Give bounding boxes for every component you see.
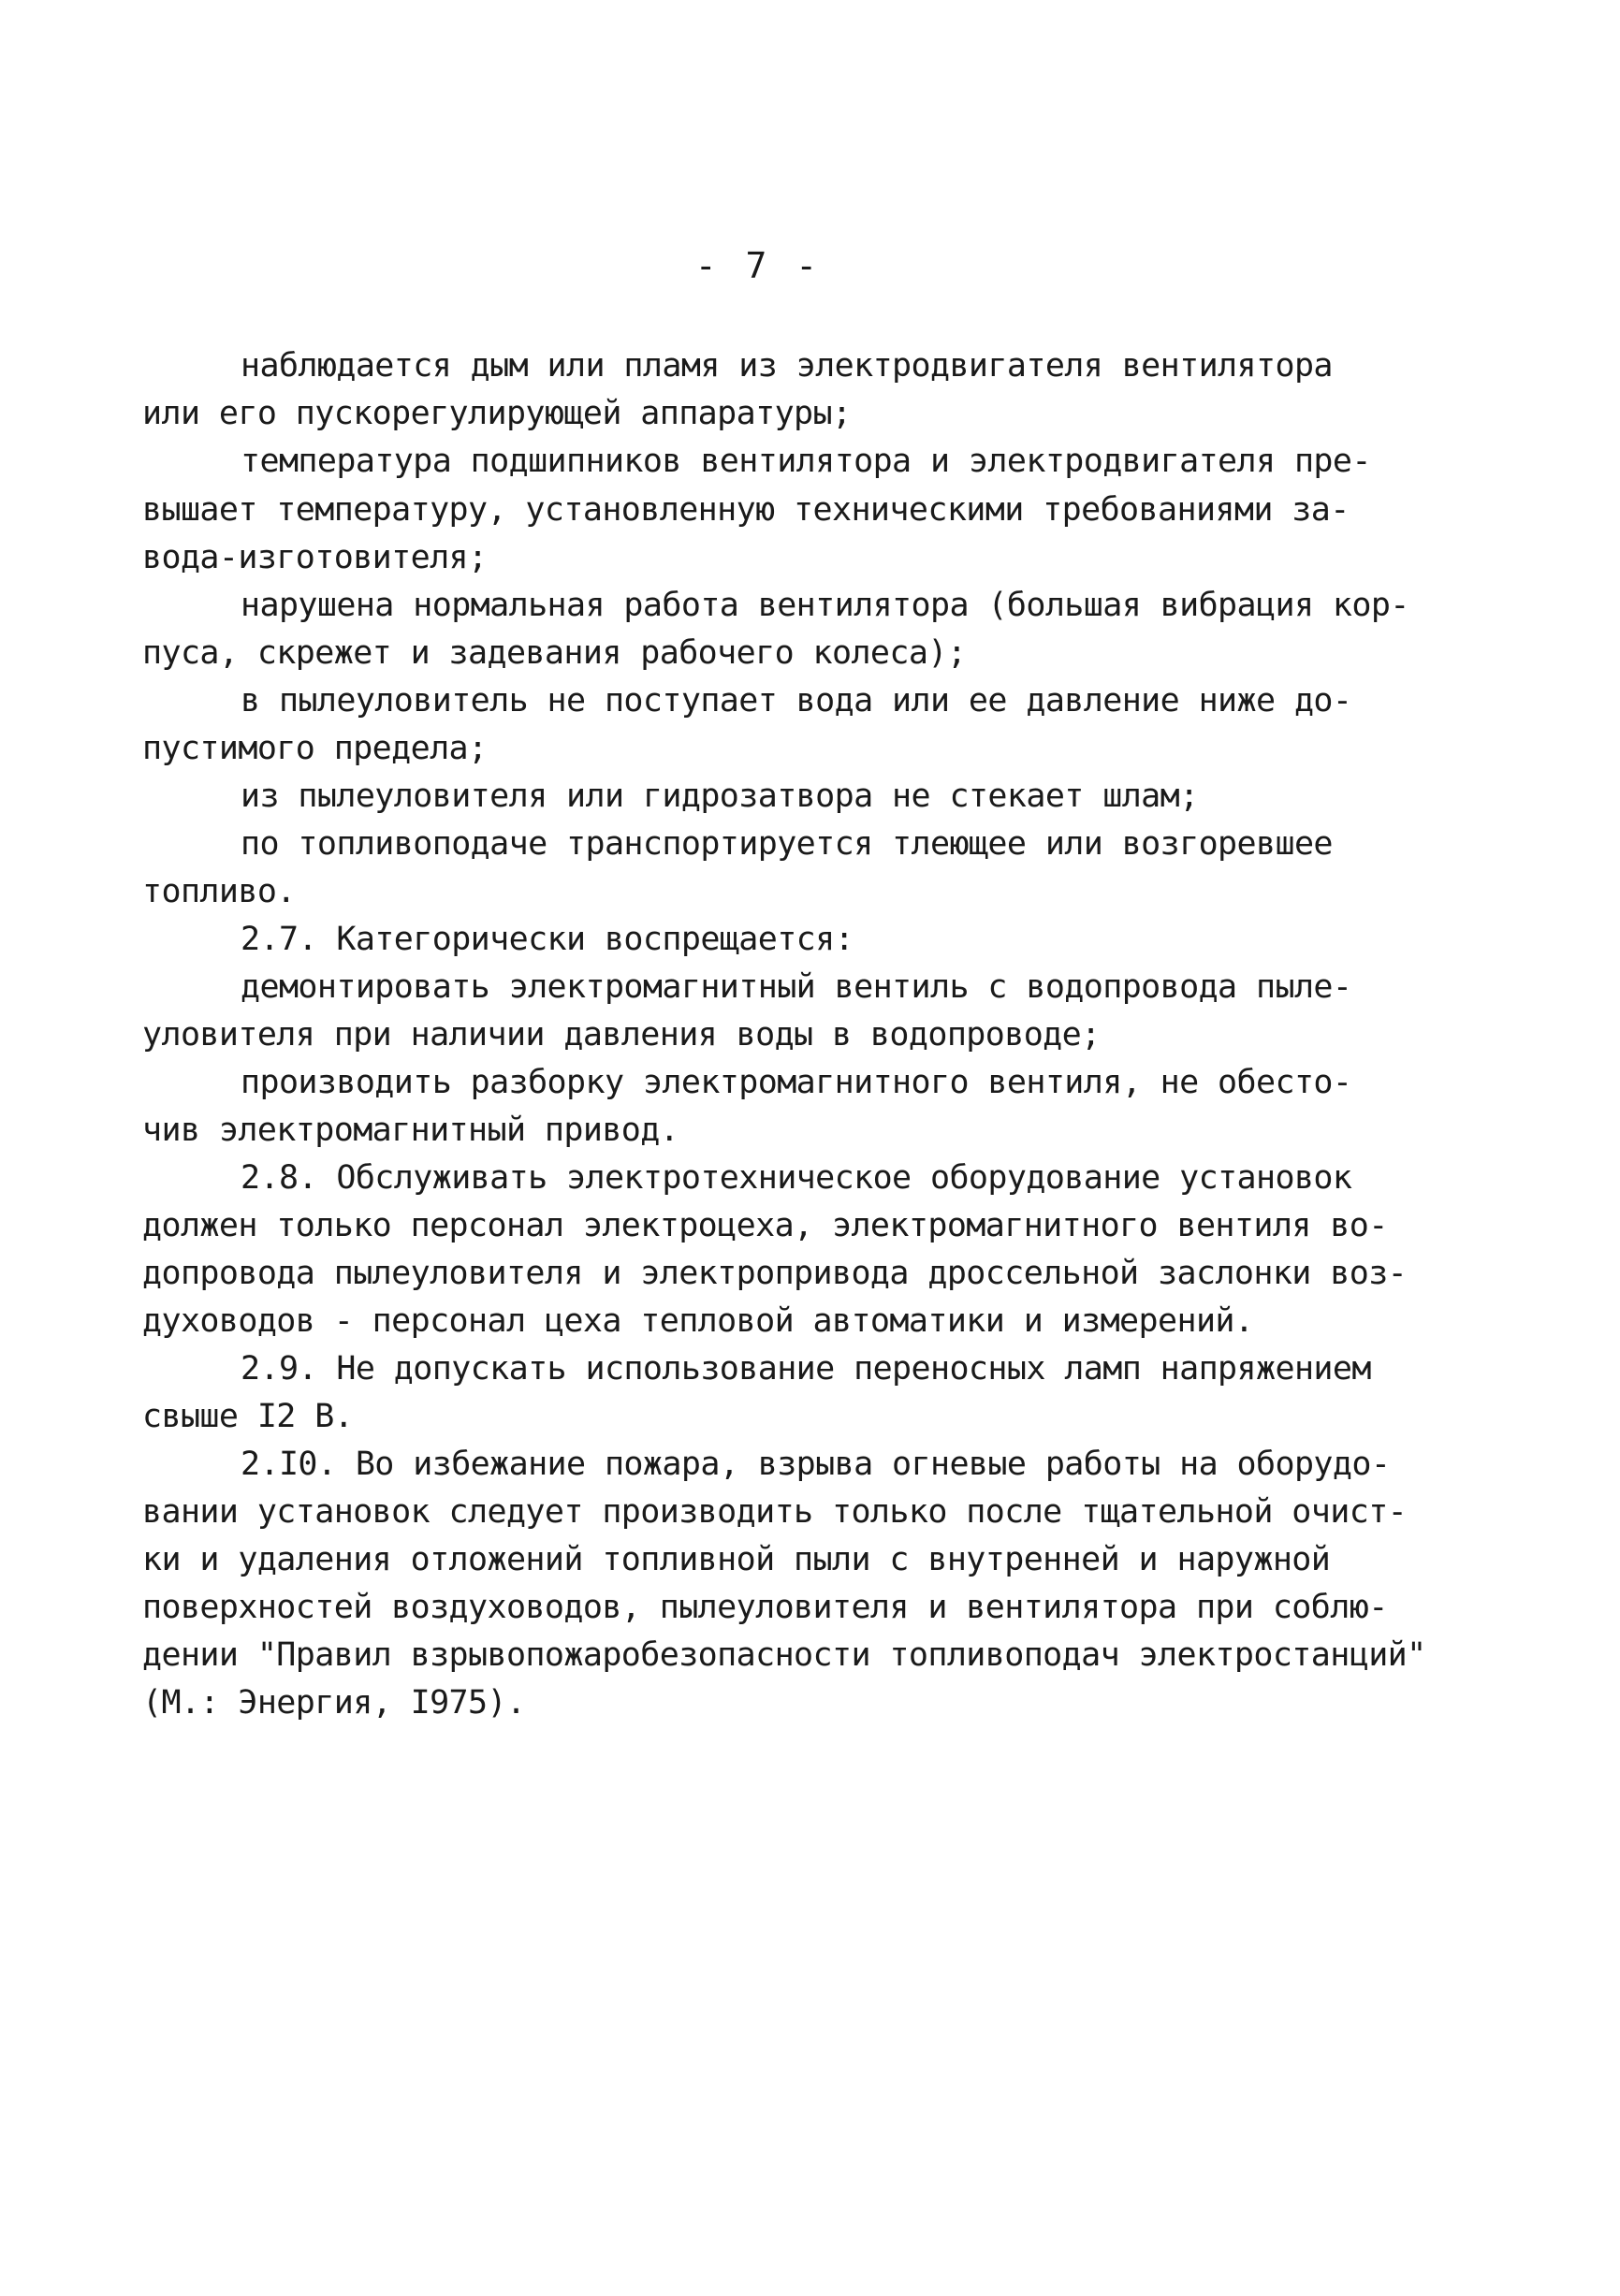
text-line: (М.: Энергия, I975). bbox=[142, 1684, 526, 1722]
text-line: дении "Правил взрывопожаробезопасности топливоподач электростанций" bbox=[142, 1636, 1426, 1674]
text-line: ки и удаления отложений топливной пыли с внутренней и наружной bbox=[142, 1541, 1331, 1578]
text-line: в пылеуловитель не поступает вода или ее давление ниже до- bbox=[241, 682, 1352, 719]
text-line: поверхностей воздуховодов, пылеуловителя и вентилятора при соблю- bbox=[142, 1589, 1388, 1626]
text-line: допровода пылеуловителя и электропривода дроссельной заслонки воз- bbox=[142, 1255, 1408, 1292]
text-line: свыше I2 В. bbox=[142, 1398, 354, 1435]
text-line: 2.I0. Во избежание пожара, взрыва огневые работы на оборудо- bbox=[241, 1446, 1391, 1483]
text-line: вышает температуру, установленную техническими требованиями за- bbox=[142, 491, 1350, 529]
text-line: температура подшипников вентилятора и электродвигателя пре- bbox=[241, 443, 1371, 480]
text-line: или его пускорегулирующей аппаратуры; bbox=[142, 395, 852, 432]
text-line: 2.9. Не допускать использование переносных ламп напряжением bbox=[241, 1350, 1371, 1388]
text-line: пустимого предела; bbox=[142, 730, 488, 767]
page-number: - 7 - bbox=[694, 245, 822, 286]
text-line: по топливоподаче транспортируется тлеющее или возгоревшее bbox=[241, 825, 1333, 863]
text-line: духоводов - персонал цеха тепловой автоматики и измерений. bbox=[142, 1302, 1254, 1340]
text-line: из пылеуловителя или гидрозатвора не стекает шлам; bbox=[241, 777, 1199, 815]
text-line: производить разборку электромагнитного вентиля, не обесто- bbox=[241, 1064, 1352, 1101]
text-line: нарушена нормальная работа вентилятора (большая вибрация кор- bbox=[241, 587, 1409, 624]
text-line: должен только персонал электроцеха, электромагнитного вентиля во- bbox=[142, 1207, 1388, 1244]
text-line: уловителя при наличии давления воды в водопроводе; bbox=[142, 1016, 1101, 1054]
text-line: пуса, скрежет и задевания рабочего колеса); bbox=[142, 634, 967, 672]
text-line: топливо. bbox=[142, 873, 296, 910]
text-line: вании установок следует производить только после тщательной очист- bbox=[142, 1493, 1408, 1531]
text-line: 2.8. Обслуживать электротехническое оборудование установок bbox=[241, 1159, 1352, 1197]
text-line: демонтировать электромагнитный вентиль с водопровода пыле- bbox=[241, 968, 1352, 1006]
text-line: 2.7. Категорически воспрещается: bbox=[241, 921, 854, 958]
text-line: вода-изготовителя; bbox=[142, 539, 488, 576]
text-line: чив электромагнитный привод. bbox=[142, 1112, 679, 1149]
text-line: наблюдается дым или пламя из электродвигателя вентилятора bbox=[241, 347, 1333, 385]
